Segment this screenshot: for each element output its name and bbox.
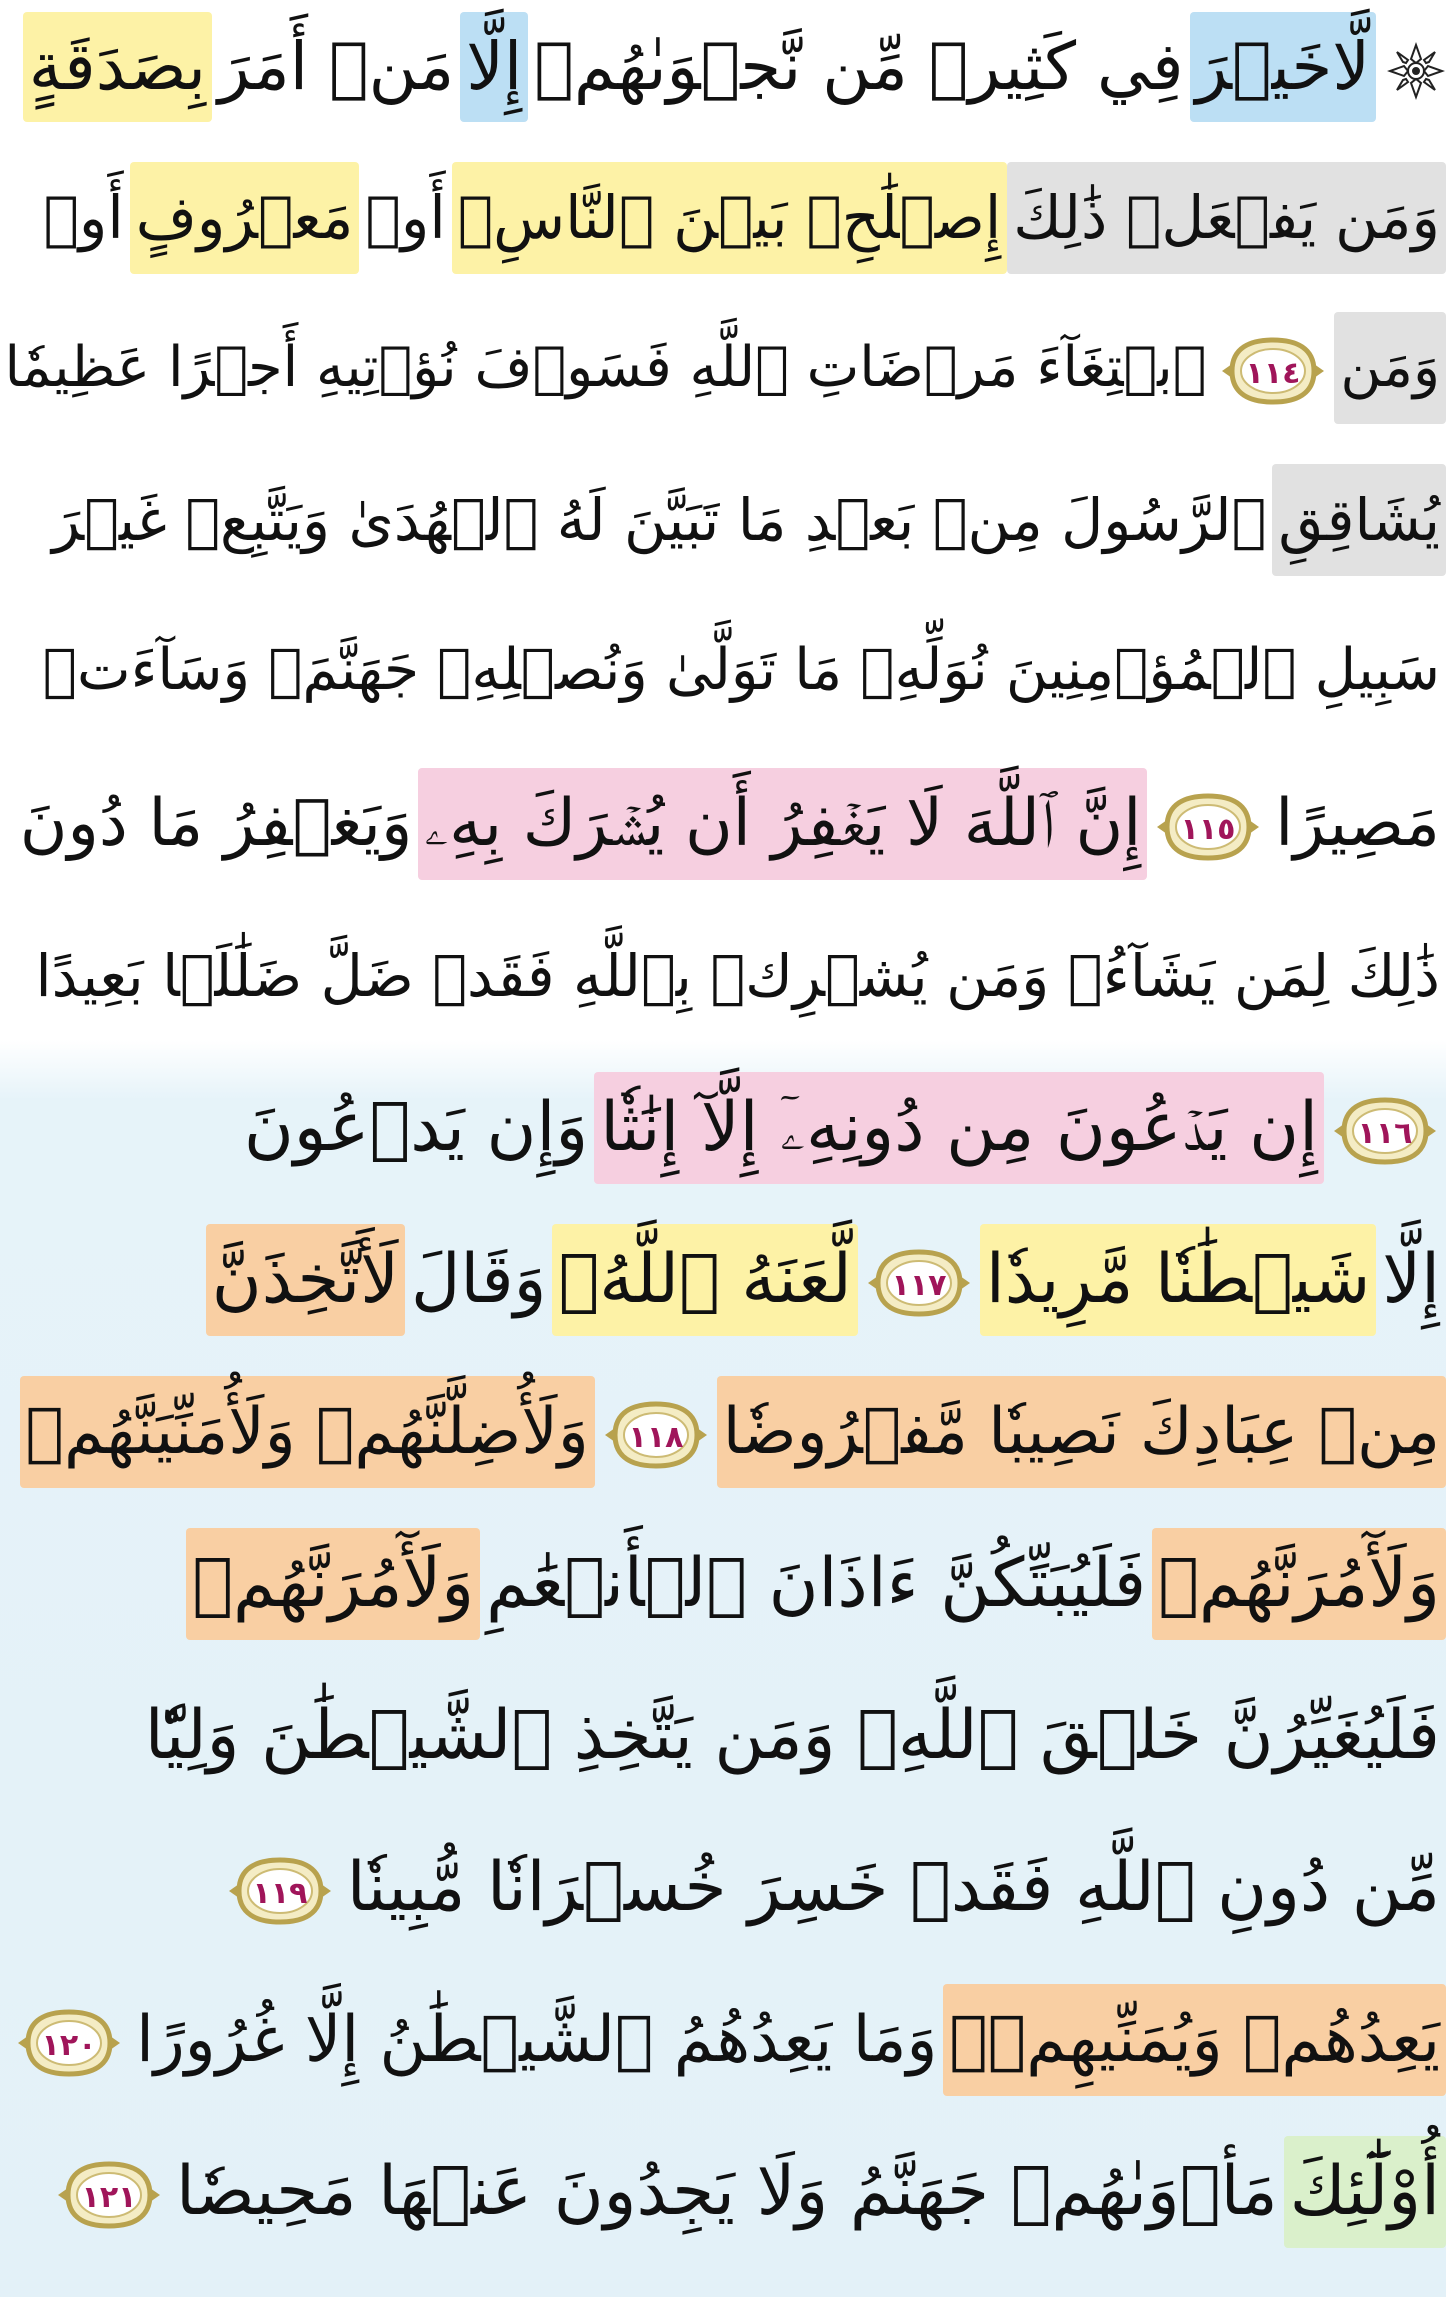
verse-text: سَبِيلِ ٱلۡمُؤۡمِنِينَ نُوَلِّهِۦ مَا تَوَلَّىٰ وَنُصۡلِهِۦ جَهَنَّمَۖ وَسَآءَتۡ <box>42 637 1440 703</box>
verse-line-6 <box>0 768 1446 880</box>
ayah-number: ١١٩ <box>252 1876 308 1912</box>
verse-text: مَنۡ أَمَرَ <box>217 28 455 105</box>
verse-line-5 <box>0 614 1446 726</box>
verse-line-11 <box>0 1528 1446 1640</box>
verse-line-12 <box>0 1680 1446 1792</box>
verse-text: إِلَّا <box>1382 1240 1440 1319</box>
verse-line-2 <box>0 162 1446 274</box>
ayah-marker-icon <box>866 1246 972 1320</box>
verse-text: ٱلرَّسُولَ مِنۢ بَعۡدِ مَا تَبَيَّنَ لَهُ ٱلۡهُدَىٰ وَيَتَّبِعۡ غَيۡرَ <box>52 486 1267 554</box>
verse-text: أَوۡ <box>43 183 124 252</box>
verse-text: وَمَا يَعِدُهُمُ ٱلشَّيۡطَٰنُ إِلَّا غُرُورًا <box>136 2003 938 2077</box>
ayah-marker-icon <box>1155 790 1261 864</box>
ayah-marker-icon <box>603 1398 709 1472</box>
ayah-number: ١١٤ <box>1245 355 1301 391</box>
highlight-span: لَّاخَيۡرَ <box>1190 12 1376 122</box>
ayah-number: ١١٦ <box>1357 1116 1413 1152</box>
highlight-span: وَمَن <box>1334 312 1446 424</box>
highlight-span: أُوْلَٰٓئِكَ <box>1284 2136 1446 2248</box>
highlight-span: لَّعَنَهُ ٱللَّهُۘ <box>552 1224 857 1336</box>
highlight-span: وَمَن يَفۡعَلۡ ذَٰلِكَ <box>1007 162 1446 274</box>
verse-text: ذَٰلِكَ لِمَن يَشَآءُۚ وَمَن يُشۡرِكۡ بِٱللَّهِ فَقَدۡ ضَلَّ ضَلَٰلَۢا بَعِيدًا <box>35 942 1440 1010</box>
verse-line-3 <box>0 312 1446 424</box>
highlight-span: مِنۡ عِبَادِكَ نَصِيبٗا مَّفۡرُوضٗا <box>717 1376 1446 1488</box>
ayah-number: ١١٨ <box>628 1420 684 1456</box>
ayah-marker-icon <box>16 2006 122 2080</box>
ayah-number: ١١٧ <box>891 1268 947 1304</box>
ayah-number: ١١٥ <box>1180 811 1236 847</box>
highlight-span: لَأَتَّخِذَنَّ <box>206 1224 405 1336</box>
highlight-span: يَعِدُهُمۡ وَيُمَنِّيهِمۡۖ <box>943 1984 1446 2096</box>
highlight-span: إِلَّا <box>460 12 528 122</box>
highlight-span: إِن يَدۡعُونَ مِن دُونِهِۦٓ إِلَّآ إِنَٰثٗا <box>594 1072 1324 1184</box>
highlight-span: إِصۡلَٰحِۭ بَيۡنَ ٱلنَّاسِۚ <box>452 162 1008 274</box>
verse-line-4 <box>0 464 1446 576</box>
highlight-span: يُشَاقِقِ <box>1272 464 1446 576</box>
ayah-marker-icon <box>1332 1094 1438 1168</box>
highlight-span: وَلَأٓمُرَنَّهُمۡ <box>186 1528 480 1640</box>
ayah-marker-icon <box>56 2158 162 2232</box>
verse-line-8 <box>0 1072 1446 1184</box>
verse-text: مَصِيرًا <box>1275 786 1440 861</box>
ayah-number: ١٢١ <box>81 2180 137 2216</box>
highlight-span: إِنَّ ٱللَّهَ لَا يَغۡفِرُ أَن يُشۡرَكَ بِهِۦ <box>418 768 1147 880</box>
highlight-span: بِصَدَقَةٍ <box>23 12 212 122</box>
verse-text: وَيَغۡفِرُ مَا دُونَ <box>19 786 413 861</box>
highlight-span: مَعۡرُوفٍ <box>130 162 360 274</box>
verse-text: وَقَالَ <box>411 1240 547 1319</box>
verse-text: مِّن دُونِ ٱللَّهِ فَقَدۡ خَسِرَ خُسۡرَانٗا مُّبِينٗا <box>346 1848 1440 1927</box>
verse-text: أَوۡ <box>365 183 446 252</box>
ayah-number: ١٢٠ <box>41 2028 97 2064</box>
highlight-span: وَلَأُضِلَّنَّهُمۡ وَلَأُمَنِّيَنَّهُمۡ <box>20 1376 595 1488</box>
verse-line-9 <box>0 1224 1446 1336</box>
verse-text: ٱبۡتِغَآءَ مَرۡضَاتِ ٱللَّهِ فَسَوۡفَ نُؤۡتِيهِ أَجۡرًا عَظِيمٗا <box>4 335 1207 400</box>
verse-text: فِي كَثِيرٖ مِّن نَّجۡوَىٰهُمۡ <box>534 28 1184 105</box>
ayah-marker-icon <box>1220 334 1326 408</box>
verse-line-1 <box>0 12 1446 122</box>
verse-line-7 <box>0 920 1446 1032</box>
verse-text: مَأۡوَىٰهُمۡ جَهَنَّمُ وَلَا يَجِدُونَ عَنۡهَا مَحِيصٗا <box>175 2152 1278 2231</box>
verse-text: فَلَيُغَيِّرُنَّ خَلۡقَ ٱللَّهِۚ وَمَن يَتَّخِذِ ٱلشَّيۡطَٰنَ وَلِيّٗا <box>144 1696 1440 1775</box>
highlight-span: وَلَأٓمُرَنَّهُمۡ <box>1152 1528 1446 1640</box>
verse-text: وَإِن يَدۡعُونَ <box>243 1088 589 1167</box>
verse-line-14 <box>0 1984 1446 2096</box>
verse-line-15 <box>0 2136 1446 2248</box>
verse-line-13 <box>0 1832 1446 1944</box>
verse-text: فَلَيُبَتِّكُنَّ ءَاذَانَ ٱلۡأَنۡعَٰمِ <box>486 1544 1147 1623</box>
ayah-marker-icon <box>227 1854 333 1928</box>
rosette-icon <box>1386 41 1446 101</box>
verse-line-10 <box>0 1376 1446 1488</box>
highlight-span: شَيۡطَٰنٗا مَّرِيدٗا <box>980 1224 1376 1336</box>
